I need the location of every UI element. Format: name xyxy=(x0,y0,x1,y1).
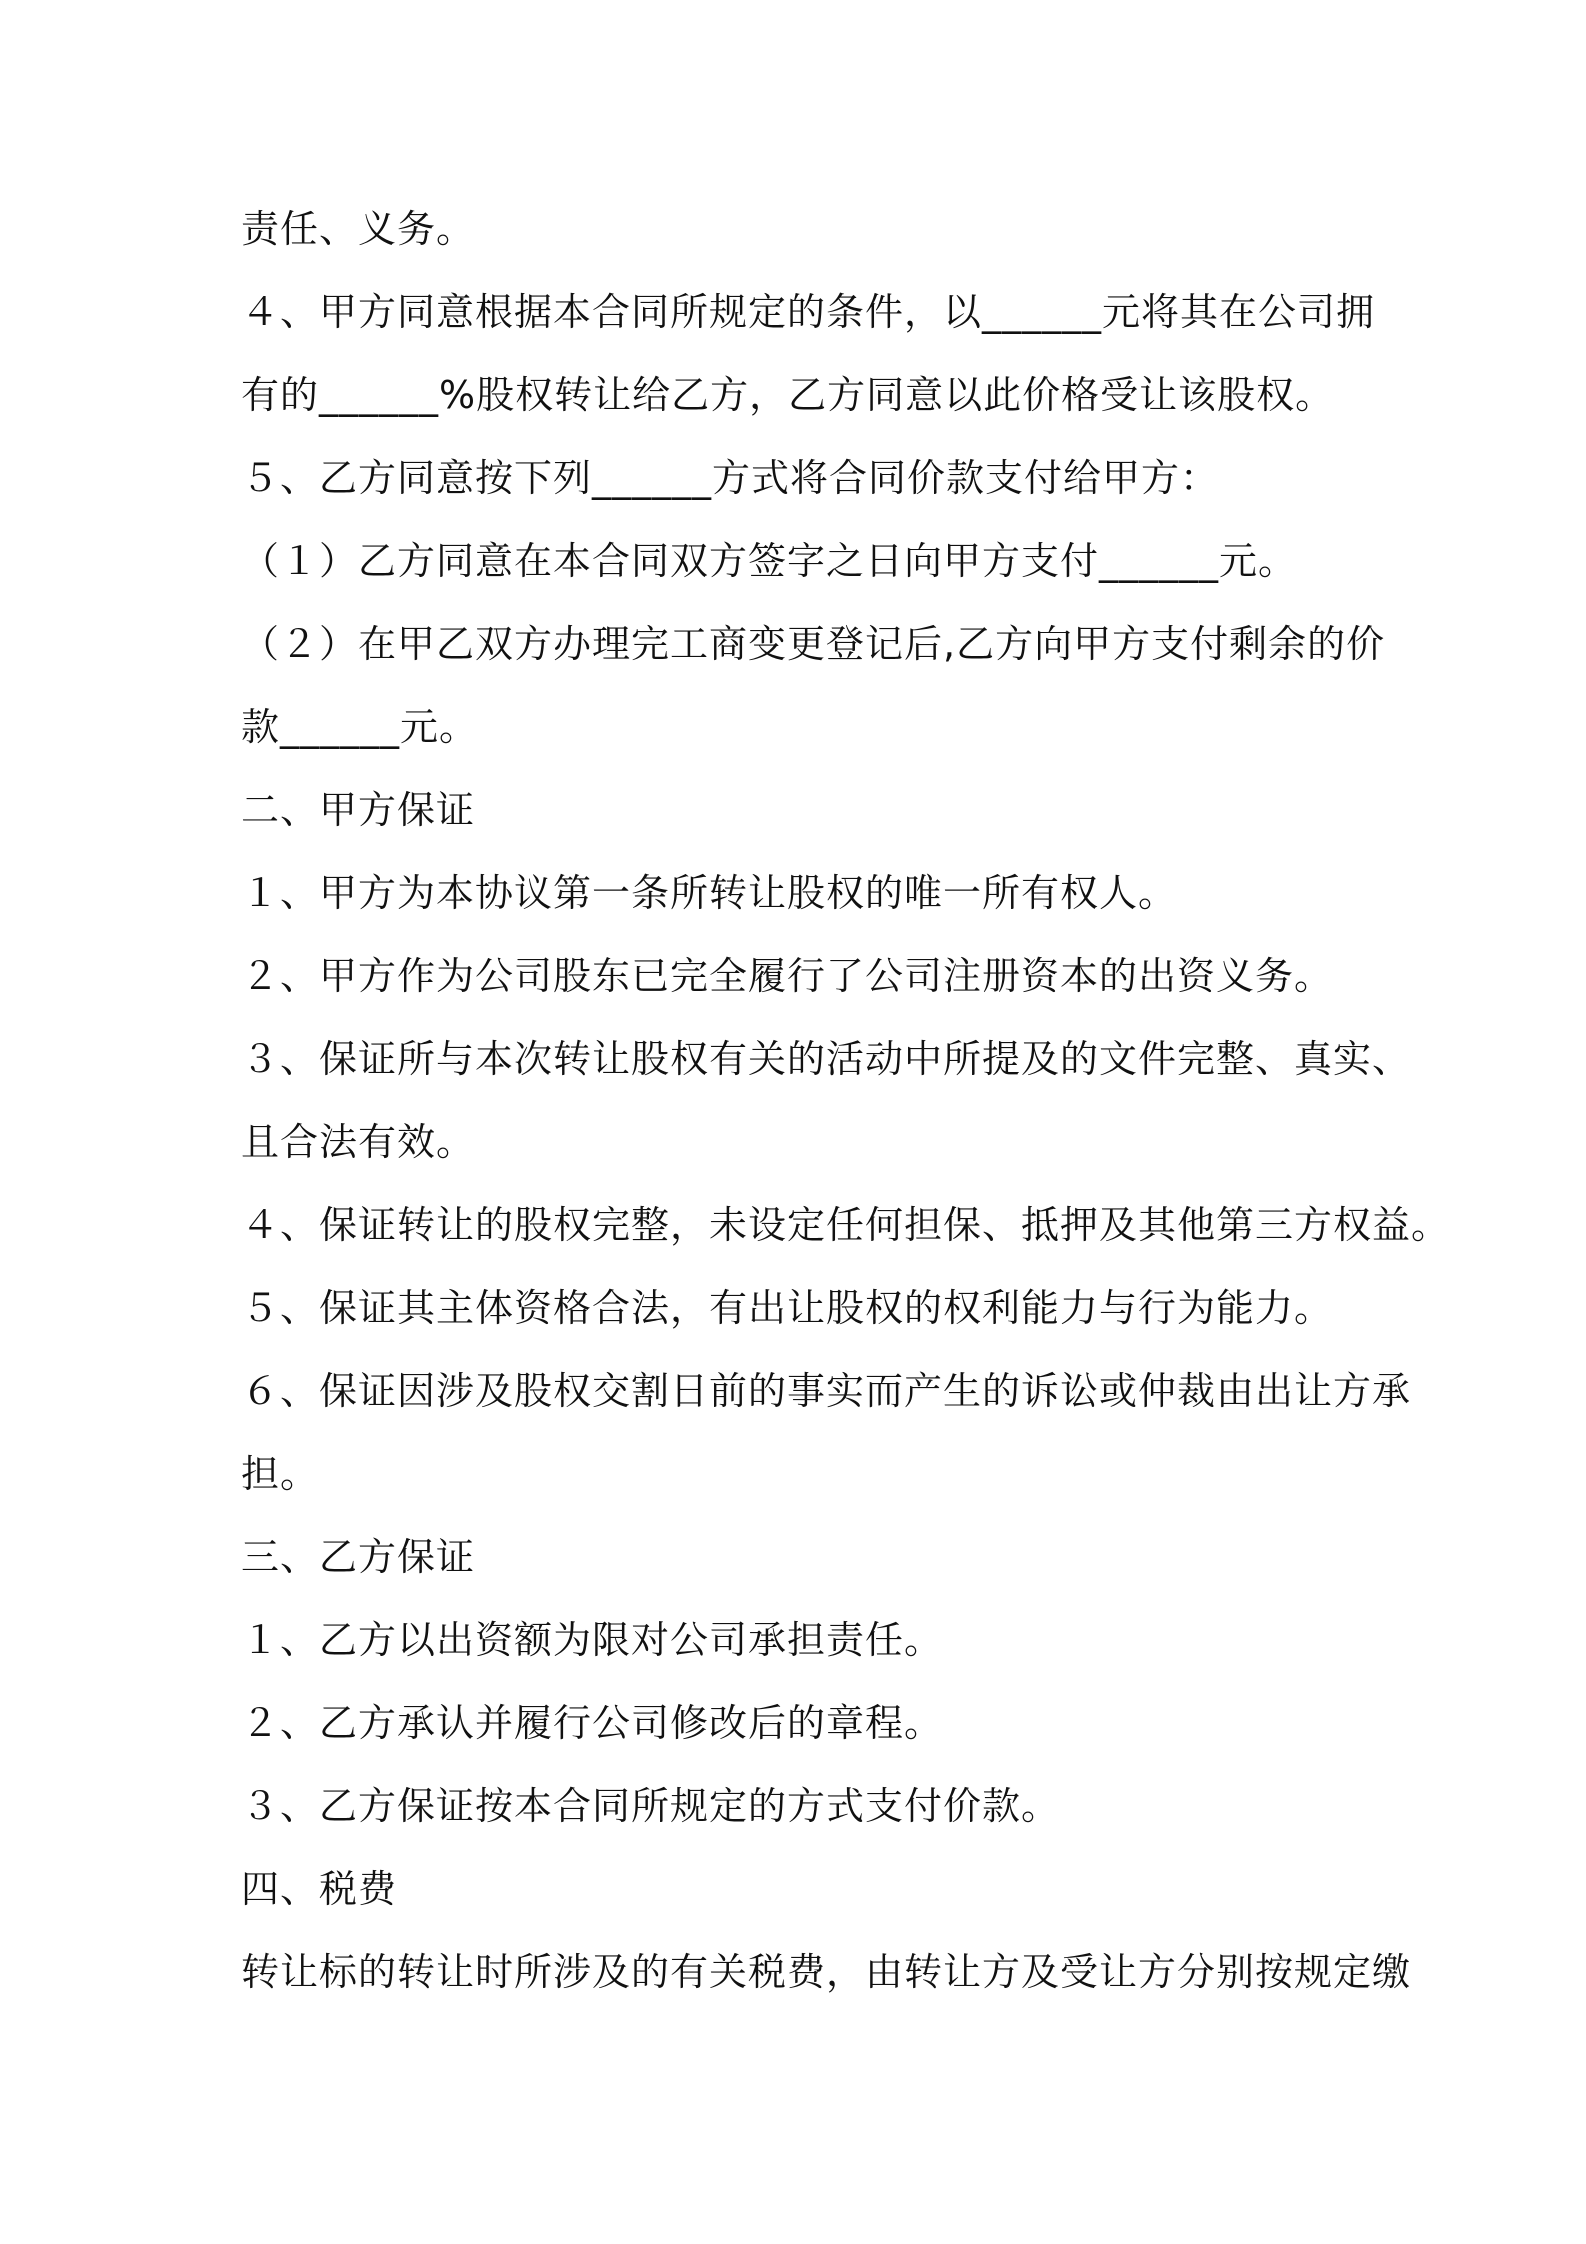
text-line: ４、甲方同意根据本合同所规定的条件，以______元将其在公司拥 xyxy=(241,290,1376,334)
text-line: ３、保证所与本次转让股权有关的活动中所提及的文件完整、真实、 xyxy=(241,1037,1412,1081)
text-line: ４、保证转让的股权完整，未设定任何担保、抵押及其他第三方权益。 xyxy=(241,1203,1451,1247)
section-heading: 三、乙方保证 xyxy=(241,1535,476,1579)
text-line: ２、甲方作为公司股东已完全履行了公司注册资本的出资义务。 xyxy=(241,954,1334,998)
text-line: 担。 xyxy=(241,1452,320,1496)
text-line: ５、乙方同意按下列______方式将合同价款支付给甲方： xyxy=(241,456,1220,500)
text-line: ５、保证其主体资格合法，有出让股权的权利能力与行为能力。 xyxy=(241,1286,1334,1330)
section-heading: 二、甲方保证 xyxy=(241,788,476,832)
text-line: 责任、义务。 xyxy=(241,207,476,251)
text-line: １、甲方为本协议第一条所转让股权的唯一所有权人。 xyxy=(241,871,1178,915)
text-line: １、乙方以出资额为限对公司承担责任。 xyxy=(241,1618,944,1662)
text-line: （１）乙方同意在本合同双方签字之日向甲方支付______元。 xyxy=(241,539,1298,583)
text-line: ２、乙方承认并履行公司修改后的章程。 xyxy=(241,1701,944,1745)
section-heading: 四、税费 xyxy=(241,1867,398,1911)
text-line: 款______元。 xyxy=(241,705,479,749)
text-line: ３、乙方保证按本合同所规定的方式支付价款。 xyxy=(241,1784,1061,1828)
text-line: 转让标的转让时所涉及的有关税费，由转让方及受让方分别按规定缴 xyxy=(241,1950,1412,1994)
text-line: 有的______%股权转让给乙方，乙方同意以此价格受让该股权。 xyxy=(241,373,1335,417)
text-line: （２）在甲乙双方办理完工商变更登记后,乙方向甲方支付剩余的价 xyxy=(241,622,1386,666)
text-line: ６、保证因涉及股权交割日前的事实而产生的诉讼或仲裁由出让方承 xyxy=(241,1369,1412,1413)
text-line: 且合法有效。 xyxy=(241,1120,476,1164)
